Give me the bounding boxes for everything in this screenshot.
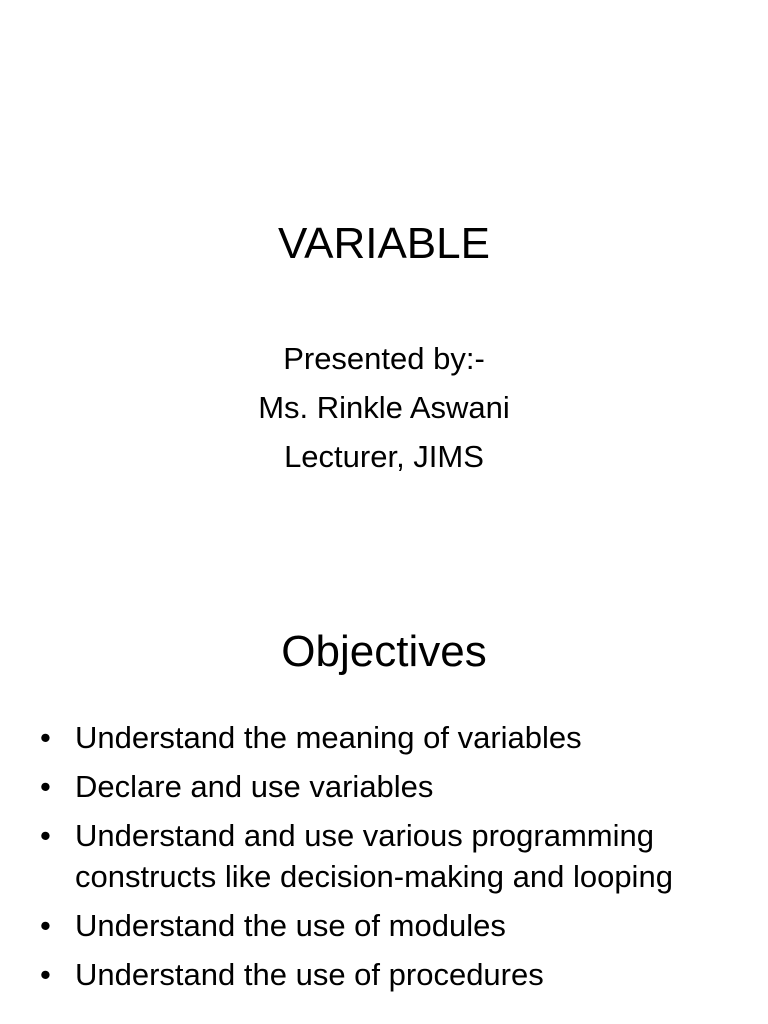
bullet-icon: • — [40, 720, 51, 755]
presenter-info — [0, 334, 768, 481]
objectives-list — [40, 717, 730, 1003]
objectives-title: Objectives — [281, 627, 487, 676]
bullet-icon: • — [40, 957, 51, 992]
bullet-icon: • — [40, 908, 51, 943]
objective-text: Understand the use of modules — [75, 908, 506, 943]
presenter-affiliation: Lecturer, JIMS — [284, 439, 484, 474]
objective-text: Understand and use various programming constructs like decision-making and looping — [75, 818, 673, 894]
bullet-icon: • — [40, 769, 51, 804]
slide-title: VARIABLE — [278, 219, 490, 268]
bullet-icon: • — [40, 818, 51, 853]
list-item — [40, 954, 730, 995]
objective-text: Declare and use variables — [75, 769, 434, 804]
presenter-name: Ms. Rinkle Aswani — [258, 390, 510, 425]
presented-by-label: Presented by:- — [283, 341, 485, 376]
objective-text: Understand the meaning of variables — [75, 720, 582, 755]
list-item — [40, 815, 730, 897]
objectives-slide — [0, 512, 768, 1024]
list-item — [40, 905, 730, 946]
objective-text: Understand the use of procedures — [75, 957, 544, 992]
list-item — [40, 766, 730, 807]
list-item — [40, 717, 730, 758]
